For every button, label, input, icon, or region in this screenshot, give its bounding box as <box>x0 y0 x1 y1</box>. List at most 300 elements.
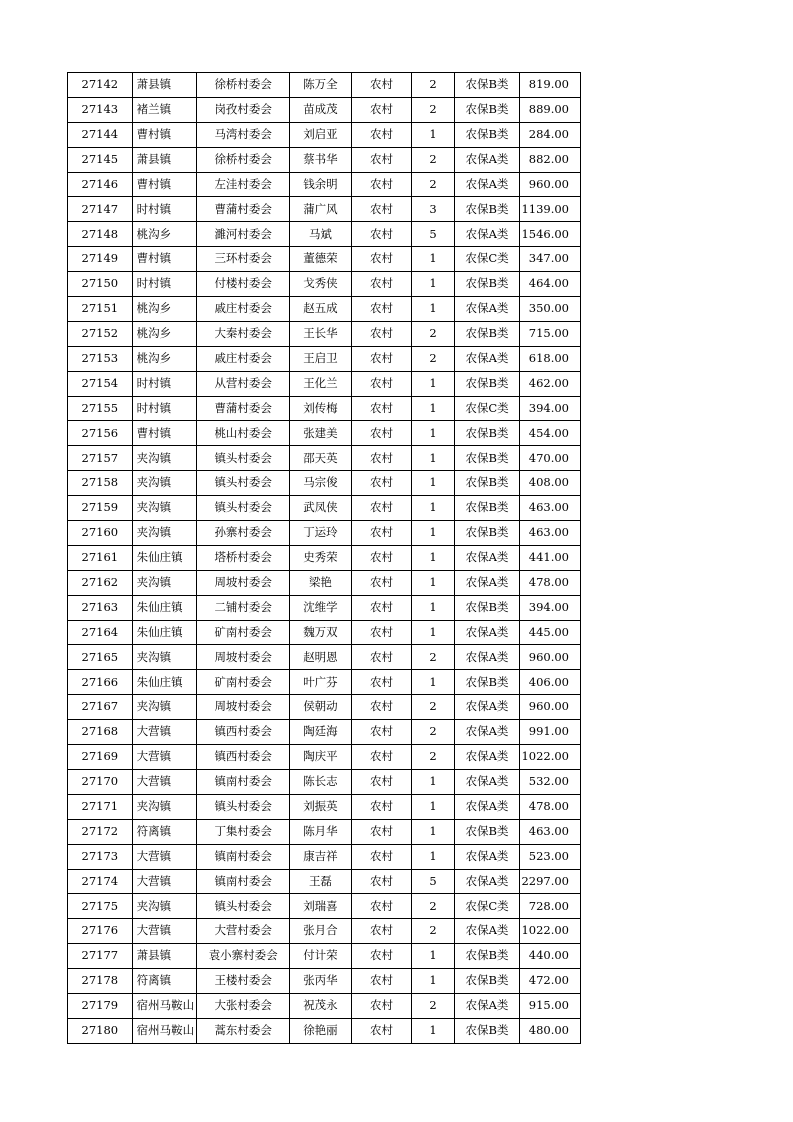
insurance-class-cell: 农保A类 <box>454 346 520 371</box>
amount-cell: 728.00 <box>520 894 581 919</box>
records-table-body <box>68 73 581 1044</box>
amount-cell: 440.00 <box>520 944 581 969</box>
insurance-class-cell: 农保A类 <box>454 869 520 894</box>
insurance-class-cell: 农保B类 <box>454 471 520 496</box>
record-id-cell: 27165 <box>68 645 133 670</box>
records-table <box>67 72 581 1044</box>
village-cell: 马湾村委会 <box>197 122 290 147</box>
town-cell: 时村镇 <box>132 396 197 421</box>
amount-cell: 463.00 <box>520 819 581 844</box>
table-row <box>68 894 581 919</box>
table-row <box>68 321 581 346</box>
village-cell: 大秦村委会 <box>197 321 290 346</box>
insurance-class-cell: 农保A类 <box>454 297 520 322</box>
insurance-class-cell: 农保A类 <box>454 769 520 794</box>
village-cell: 镇南村委会 <box>197 844 290 869</box>
town-cell: 大营镇 <box>132 869 197 894</box>
name-cell: 张丙华 <box>290 969 352 994</box>
town-cell: 时村镇 <box>132 272 197 297</box>
record-id-cell: 27147 <box>68 197 133 222</box>
area-type-cell: 农村 <box>351 147 412 172</box>
record-id-cell: 27152 <box>68 321 133 346</box>
household-count-cell: 5 <box>412 222 454 247</box>
name-cell: 康吉祥 <box>290 844 352 869</box>
table-row <box>68 620 581 645</box>
name-cell: 蒲广风 <box>290 197 352 222</box>
name-cell: 马斌 <box>290 222 352 247</box>
amount-cell: 394.00 <box>520 595 581 620</box>
table-row <box>68 521 581 546</box>
name-cell: 张建美 <box>290 421 352 446</box>
table-row <box>68 297 581 322</box>
household-count-cell: 1 <box>412 396 454 421</box>
area-type-cell: 农村 <box>351 172 412 197</box>
area-type-cell: 农村 <box>351 645 412 670</box>
area-type-cell: 农村 <box>351 819 412 844</box>
insurance-class-cell: 农保A类 <box>454 993 520 1018</box>
record-id-cell: 27160 <box>68 521 133 546</box>
amount-cell: 350.00 <box>520 297 581 322</box>
town-cell: 曹村镇 <box>132 122 197 147</box>
insurance-class-cell: 农保A类 <box>454 570 520 595</box>
table-row <box>68 396 581 421</box>
amount-cell: 470.00 <box>520 446 581 471</box>
household-count-cell: 1 <box>412 496 454 521</box>
record-id-cell: 27162 <box>68 570 133 595</box>
area-type-cell: 农村 <box>351 844 412 869</box>
household-count-cell: 1 <box>412 272 454 297</box>
insurance-class-cell: 农保B类 <box>454 446 520 471</box>
household-count-cell: 1 <box>412 595 454 620</box>
insurance-class-cell: 农保B类 <box>454 122 520 147</box>
record-id-cell: 27158 <box>68 471 133 496</box>
record-id-cell: 27164 <box>68 620 133 645</box>
insurance-class-cell: 农保B类 <box>454 272 520 297</box>
town-cell: 符离镇 <box>132 819 197 844</box>
table-row <box>68 1018 581 1043</box>
village-cell: 镇头村委会 <box>197 894 290 919</box>
amount-cell: 618.00 <box>520 346 581 371</box>
village-cell: 王楼村委会 <box>197 969 290 994</box>
table-row <box>68 769 581 794</box>
town-cell: 时村镇 <box>132 371 197 396</box>
town-cell: 夹沟镇 <box>132 570 197 595</box>
record-id-cell: 27178 <box>68 969 133 994</box>
household-count-cell: 2 <box>412 321 454 346</box>
village-cell: 袁小寨村委会 <box>197 944 290 969</box>
name-cell: 蔡书华 <box>290 147 352 172</box>
name-cell: 侯朝动 <box>290 695 352 720</box>
area-type-cell: 农村 <box>351 720 412 745</box>
record-id-cell: 27157 <box>68 446 133 471</box>
name-cell: 叶广芬 <box>290 670 352 695</box>
town-cell: 大营镇 <box>132 720 197 745</box>
table-row <box>68 570 581 595</box>
table-row <box>68 545 581 570</box>
insurance-class-cell: 农保B类 <box>454 1018 520 1043</box>
amount-cell: 454.00 <box>520 421 581 446</box>
household-count-cell: 2 <box>412 645 454 670</box>
insurance-class-cell: 农保A类 <box>454 720 520 745</box>
area-type-cell: 农村 <box>351 371 412 396</box>
town-cell: 符离镇 <box>132 969 197 994</box>
area-type-cell: 农村 <box>351 321 412 346</box>
name-cell: 陶廷海 <box>290 720 352 745</box>
table-row <box>68 969 581 994</box>
name-cell: 陈月华 <box>290 819 352 844</box>
village-cell: 孙寨村委会 <box>197 521 290 546</box>
table-row <box>68 844 581 869</box>
area-type-cell: 农村 <box>351 247 412 272</box>
name-cell: 董德荣 <box>290 247 352 272</box>
household-count-cell: 2 <box>412 147 454 172</box>
insurance-class-cell: 农保B类 <box>454 521 520 546</box>
village-cell: 镇头村委会 <box>197 446 290 471</box>
insurance-class-cell: 农保A类 <box>454 147 520 172</box>
record-id-cell: 27159 <box>68 496 133 521</box>
town-cell: 夹沟镇 <box>132 794 197 819</box>
household-count-cell: 2 <box>412 73 454 98</box>
village-cell: 大营村委会 <box>197 919 290 944</box>
area-type-cell: 农村 <box>351 73 412 98</box>
village-cell: 镇南村委会 <box>197 869 290 894</box>
village-cell: 左洼村委会 <box>197 172 290 197</box>
record-id-cell: 27166 <box>68 670 133 695</box>
town-cell: 朱仙庄镇 <box>132 595 197 620</box>
insurance-class-cell: 农保A类 <box>454 745 520 770</box>
town-cell: 大营镇 <box>132 745 197 770</box>
household-count-cell: 2 <box>412 720 454 745</box>
household-count-cell: 1 <box>412 819 454 844</box>
amount-cell: 472.00 <box>520 969 581 994</box>
household-count-cell: 1 <box>412 421 454 446</box>
area-type-cell: 农村 <box>351 695 412 720</box>
amount-cell: 480.00 <box>520 1018 581 1043</box>
amount-cell: 462.00 <box>520 371 581 396</box>
name-cell: 祝茂永 <box>290 993 352 1018</box>
insurance-class-cell: 农保A类 <box>454 222 520 247</box>
village-cell: 镇西村委会 <box>197 745 290 770</box>
area-type-cell: 农村 <box>351 421 412 446</box>
amount-cell: 1139.00 <box>520 197 581 222</box>
insurance-class-cell: 农保A类 <box>454 794 520 819</box>
insurance-class-cell: 农保B类 <box>454 371 520 396</box>
amount-cell: 1546.00 <box>520 222 581 247</box>
amount-cell: 1022.00 <box>520 919 581 944</box>
table-row <box>68 421 581 446</box>
amount-cell: 441.00 <box>520 545 581 570</box>
name-cell: 刘瑞喜 <box>290 894 352 919</box>
table-row <box>68 595 581 620</box>
table-row <box>68 720 581 745</box>
insurance-class-cell: 农保A类 <box>454 919 520 944</box>
town-cell: 萧县镇 <box>132 73 197 98</box>
village-cell: 曹蒲村委会 <box>197 396 290 421</box>
area-type-cell: 农村 <box>351 894 412 919</box>
town-cell: 曹村镇 <box>132 421 197 446</box>
area-type-cell: 农村 <box>351 496 412 521</box>
village-cell: 周坡村委会 <box>197 570 290 595</box>
name-cell: 付计荣 <box>290 944 352 969</box>
table-row <box>68 197 581 222</box>
village-cell: 大张村委会 <box>197 993 290 1018</box>
table-row <box>68 944 581 969</box>
town-cell: 萧县镇 <box>132 944 197 969</box>
record-id-cell: 27146 <box>68 172 133 197</box>
village-cell: 从营村委会 <box>197 371 290 396</box>
town-cell: 夹沟镇 <box>132 496 197 521</box>
town-cell: 宿州马鞍山 <box>132 1018 197 1043</box>
town-cell: 桃沟乡 <box>132 321 197 346</box>
name-cell: 史秀荣 <box>290 545 352 570</box>
amount-cell: 960.00 <box>520 172 581 197</box>
town-cell: 朱仙庄镇 <box>132 545 197 570</box>
record-id-cell: 27153 <box>68 346 133 371</box>
town-cell: 夹沟镇 <box>132 894 197 919</box>
insurance-class-cell: 农保A类 <box>454 844 520 869</box>
table-row <box>68 496 581 521</box>
area-type-cell: 农村 <box>351 272 412 297</box>
table-row <box>68 97 581 122</box>
table-row <box>68 471 581 496</box>
table-row <box>68 122 581 147</box>
name-cell: 陈长志 <box>290 769 352 794</box>
record-id-cell: 27180 <box>68 1018 133 1043</box>
household-count-cell: 1 <box>412 247 454 272</box>
name-cell: 王长华 <box>290 321 352 346</box>
area-type-cell: 农村 <box>351 396 412 421</box>
household-count-cell: 1 <box>412 794 454 819</box>
insurance-class-cell: 农保B类 <box>454 595 520 620</box>
household-count-cell: 1 <box>412 545 454 570</box>
insurance-class-cell: 农保A类 <box>454 695 520 720</box>
insurance-class-cell: 农保B类 <box>454 496 520 521</box>
table-row <box>68 819 581 844</box>
record-id-cell: 27168 <box>68 720 133 745</box>
amount-cell: 463.00 <box>520 521 581 546</box>
village-cell: 三环村委会 <box>197 247 290 272</box>
amount-cell: 478.00 <box>520 570 581 595</box>
village-cell: 桃山村委会 <box>197 421 290 446</box>
town-cell: 夹沟镇 <box>132 521 197 546</box>
town-cell: 夹沟镇 <box>132 695 197 720</box>
table-row <box>68 247 581 272</box>
insurance-class-cell: 农保A类 <box>454 172 520 197</box>
name-cell: 刘启亚 <box>290 122 352 147</box>
record-id-cell: 27143 <box>68 97 133 122</box>
record-id-cell: 27148 <box>68 222 133 247</box>
household-count-cell: 2 <box>412 695 454 720</box>
record-id-cell: 27149 <box>68 247 133 272</box>
name-cell: 沈维学 <box>290 595 352 620</box>
area-type-cell: 农村 <box>351 919 412 944</box>
area-type-cell: 农村 <box>351 944 412 969</box>
record-id-cell: 27167 <box>68 695 133 720</box>
amount-cell: 1022.00 <box>520 745 581 770</box>
household-count-cell: 1 <box>412 620 454 645</box>
household-count-cell: 1 <box>412 122 454 147</box>
record-id-cell: 27176 <box>68 919 133 944</box>
insurance-class-cell: 农保C类 <box>454 396 520 421</box>
record-id-cell: 27171 <box>68 794 133 819</box>
record-id-cell: 27155 <box>68 396 133 421</box>
village-cell: 矿南村委会 <box>197 620 290 645</box>
insurance-class-cell: 农保B类 <box>454 670 520 695</box>
name-cell: 张月合 <box>290 919 352 944</box>
insurance-class-cell: 农保B类 <box>454 421 520 446</box>
household-count-cell: 2 <box>412 172 454 197</box>
name-cell: 魏万双 <box>290 620 352 645</box>
town-cell: 夹沟镇 <box>132 446 197 471</box>
household-count-cell: 1 <box>412 969 454 994</box>
name-cell: 陶庆平 <box>290 745 352 770</box>
amount-cell: 445.00 <box>520 620 581 645</box>
household-count-cell: 1 <box>412 371 454 396</box>
household-count-cell: 5 <box>412 869 454 894</box>
record-id-cell: 27179 <box>68 993 133 1018</box>
insurance-class-cell: 农保C类 <box>454 247 520 272</box>
insurance-class-cell: 农保B类 <box>454 321 520 346</box>
name-cell: 王化兰 <box>290 371 352 396</box>
village-cell: 戚庄村委会 <box>197 346 290 371</box>
area-type-cell: 农村 <box>351 745 412 770</box>
town-cell: 桃沟乡 <box>132 297 197 322</box>
area-type-cell: 农村 <box>351 769 412 794</box>
record-id-cell: 27177 <box>68 944 133 969</box>
insurance-class-cell: 农保C类 <box>454 894 520 919</box>
area-type-cell: 农村 <box>351 595 412 620</box>
area-type-cell: 农村 <box>351 521 412 546</box>
household-count-cell: 1 <box>412 570 454 595</box>
town-cell: 褚兰镇 <box>132 97 197 122</box>
town-cell: 夹沟镇 <box>132 645 197 670</box>
name-cell: 马宗俊 <box>290 471 352 496</box>
household-count-cell: 1 <box>412 1018 454 1043</box>
town-cell: 大营镇 <box>132 919 197 944</box>
household-count-cell: 1 <box>412 769 454 794</box>
table-row <box>68 919 581 944</box>
area-type-cell: 农村 <box>351 1018 412 1043</box>
household-count-cell: 1 <box>412 521 454 546</box>
table-row <box>68 993 581 1018</box>
area-type-cell: 农村 <box>351 97 412 122</box>
record-id-cell: 27142 <box>68 73 133 98</box>
record-id-cell: 27170 <box>68 769 133 794</box>
area-type-cell: 农村 <box>351 993 412 1018</box>
amount-cell: 915.00 <box>520 993 581 1018</box>
town-cell: 时村镇 <box>132 197 197 222</box>
record-id-cell: 27154 <box>68 371 133 396</box>
household-count-cell: 1 <box>412 944 454 969</box>
amount-cell: 960.00 <box>520 695 581 720</box>
amount-cell: 889.00 <box>520 97 581 122</box>
amount-cell: 394.00 <box>520 396 581 421</box>
village-cell: 徐桥村委会 <box>197 147 290 172</box>
area-type-cell: 农村 <box>351 969 412 994</box>
amount-cell: 478.00 <box>520 794 581 819</box>
insurance-class-cell: 农保A类 <box>454 620 520 645</box>
insurance-class-cell: 农保B类 <box>454 969 520 994</box>
table-row <box>68 745 581 770</box>
village-cell: 周坡村委会 <box>197 645 290 670</box>
area-type-cell: 农村 <box>351 570 412 595</box>
name-cell: 刘传梅 <box>290 396 352 421</box>
amount-cell: 464.00 <box>520 272 581 297</box>
village-cell: 丁集村委会 <box>197 819 290 844</box>
name-cell: 徐艳丽 <box>290 1018 352 1043</box>
village-cell: 镇头村委会 <box>197 471 290 496</box>
village-cell: 曹蒲村委会 <box>197 197 290 222</box>
name-cell: 王启卫 <box>290 346 352 371</box>
town-cell: 桃沟乡 <box>132 222 197 247</box>
name-cell: 梁艳 <box>290 570 352 595</box>
area-type-cell: 农村 <box>351 297 412 322</box>
name-cell: 陈万全 <box>290 73 352 98</box>
village-cell: 岗孜村委会 <box>197 97 290 122</box>
amount-cell: 463.00 <box>520 496 581 521</box>
insurance-class-cell: 农保B类 <box>454 819 520 844</box>
record-id-cell: 27150 <box>68 272 133 297</box>
table-row <box>68 222 581 247</box>
village-cell: 濉河村委会 <box>197 222 290 247</box>
name-cell: 赵明恩 <box>290 645 352 670</box>
household-count-cell: 1 <box>412 471 454 496</box>
area-type-cell: 农村 <box>351 670 412 695</box>
area-type-cell: 农村 <box>351 794 412 819</box>
village-cell: 付楼村委会 <box>197 272 290 297</box>
record-id-cell: 27145 <box>68 147 133 172</box>
household-count-cell: 2 <box>412 346 454 371</box>
record-id-cell: 27175 <box>68 894 133 919</box>
town-cell: 宿州马鞍山 <box>132 993 197 1018</box>
household-count-cell: 2 <box>412 993 454 1018</box>
area-type-cell: 农村 <box>351 346 412 371</box>
table-row <box>68 446 581 471</box>
record-id-cell: 27144 <box>68 122 133 147</box>
area-type-cell: 农村 <box>351 545 412 570</box>
amount-cell: 819.00 <box>520 73 581 98</box>
name-cell: 邵天英 <box>290 446 352 471</box>
amount-cell: 991.00 <box>520 720 581 745</box>
household-count-cell: 1 <box>412 446 454 471</box>
household-count-cell: 2 <box>412 919 454 944</box>
area-type-cell: 农村 <box>351 122 412 147</box>
amount-cell: 347.00 <box>520 247 581 272</box>
amount-cell: 960.00 <box>520 645 581 670</box>
town-cell: 曹村镇 <box>132 172 197 197</box>
name-cell: 赵五成 <box>290 297 352 322</box>
village-cell: 徐桥村委会 <box>197 73 290 98</box>
insurance-class-cell: 农保A类 <box>454 645 520 670</box>
table-row <box>68 147 581 172</box>
record-id-cell: 27161 <box>68 545 133 570</box>
household-count-cell: 2 <box>412 97 454 122</box>
amount-cell: 532.00 <box>520 769 581 794</box>
amount-cell: 882.00 <box>520 147 581 172</box>
town-cell: 朱仙庄镇 <box>132 620 197 645</box>
village-cell: 镇头村委会 <box>197 794 290 819</box>
name-cell: 钱余明 <box>290 172 352 197</box>
area-type-cell: 农村 <box>351 446 412 471</box>
amount-cell: 406.00 <box>520 670 581 695</box>
record-id-cell: 27172 <box>68 819 133 844</box>
household-count-cell: 2 <box>412 745 454 770</box>
insurance-class-cell: 农保B类 <box>454 97 520 122</box>
household-count-cell: 1 <box>412 297 454 322</box>
town-cell: 大营镇 <box>132 844 197 869</box>
record-id-cell: 27173 <box>68 844 133 869</box>
village-cell: 镇头村委会 <box>197 496 290 521</box>
